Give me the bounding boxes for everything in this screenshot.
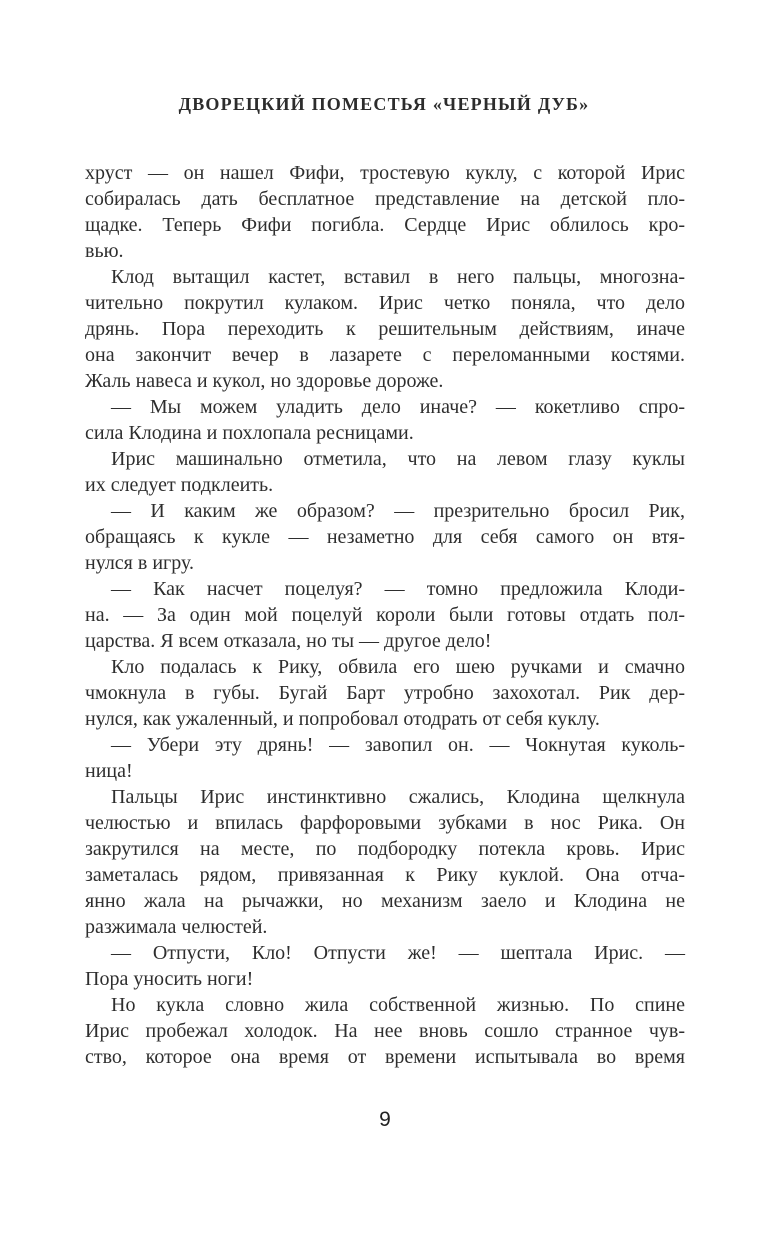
paragraph	[85, 394, 685, 446]
text-line: сила Клодина и похлопала ресницами.	[85, 422, 414, 444]
text-line: щадке. Теперь Фифи погибла. Сердце Ирис облилось кро-	[85, 214, 685, 236]
text-line: царства. Я всем отказала, но ты — другое дело!	[85, 630, 492, 652]
text-line: чительно покрутил кулаком. Ирис четко поняла, что дело	[85, 292, 685, 314]
text-line: на. — За один мой поцелуй короли были готовы отдать пол-	[85, 604, 685, 626]
text-line: Ирис машинально отметила, что на левом глазу куклы	[111, 448, 685, 470]
paragraph	[85, 940, 685, 992]
text-line: ница!	[85, 760, 133, 782]
text-line: янно жала на рычажки, но механизм заело и Клодина не	[85, 890, 685, 912]
page-number: 9	[379, 1108, 391, 1131]
text-line: нулся в игру.	[85, 552, 194, 574]
text-line: Клод вытащил кастет, вставил в него пальцы, многозна-	[111, 266, 685, 288]
paragraph	[85, 732, 685, 784]
paragraph	[85, 654, 685, 732]
text-line: Пальцы Ирис инстинктивно сжались, Клодина щелкнула	[111, 786, 685, 808]
text-line: — И каким же образом? — презрительно бросил Рик,	[111, 500, 685, 522]
text-line: хруст — он нашел Фифи, тростевую куклу, с которой Ирис	[85, 162, 685, 184]
text-line: челюстью и впилась фарфоровыми зубками в нос Рика. Он	[85, 812, 685, 834]
text-line: обращаясь к кукле — незаметно для себя самого он втя-	[85, 526, 685, 548]
text-line: — Убери эту дрянь! — завопил он. — Чокнутая куколь-	[111, 734, 685, 756]
text-line: вью.	[85, 240, 124, 262]
text-line: — Как насчет поцелуя? — томно предложила Клоди-	[111, 578, 685, 600]
paragraph	[85, 992, 685, 1070]
text-line: чмокнула в губы. Бугай Барт утробно захохотал. Рик дер-	[85, 682, 685, 704]
text-line: разжимала челюстей.	[85, 916, 268, 938]
running-header: ДВОРЕЦКИЙ ПОМЕСТЬЯ «ЧЕРНЫЙ ДУБ»	[178, 94, 590, 114]
text-line: — Мы можем уладить дело иначе? — кокетливо спро-	[111, 396, 685, 418]
text-line: Кло подалась к Рику, обвила его шею ручками и смачно	[111, 656, 685, 678]
paragraph	[85, 498, 685, 576]
text-line: Но кукла словно жила собственной жизнью. По спине	[111, 994, 685, 1016]
paragraph	[85, 784, 685, 940]
text-line: нулся, как ужаленный, и попробовал отодрать от себя куклу.	[85, 708, 600, 730]
text-line: собиралась дать бесплатное представление на детской пло-	[85, 188, 685, 210]
text-line: Жаль навеса и кукол, но здоровье дороже.	[85, 370, 444, 392]
text-line: ство, которое она время от времени испытывала во время	[85, 1046, 685, 1068]
paragraph	[85, 264, 685, 394]
text-line: их следует подклеить.	[85, 474, 274, 496]
text-line: Пора уносить ноги!	[85, 968, 254, 990]
text-line: дрянь. Пора переходить к решительным действиям, иначе	[85, 318, 685, 340]
text-line: закрутился на месте, по подбородку потекла кровь. Ирис	[85, 838, 685, 860]
page-body-text	[85, 160, 685, 1070]
text-line: заметалась рядом, привязанная к Рику куклой. Она отча-	[85, 864, 685, 886]
text-line: Ирис пробежал холодок. На нее вновь сошло странное чув-	[85, 1020, 685, 1042]
text-line: она закончит вечер в лазарете с переломанными костями.	[85, 344, 685, 366]
text-line: — Отпусти, Кло! Отпусти же! — шептала Ирис. —	[111, 942, 685, 964]
paragraph	[85, 576, 685, 654]
paragraph	[85, 446, 685, 498]
paragraph	[85, 160, 685, 264]
